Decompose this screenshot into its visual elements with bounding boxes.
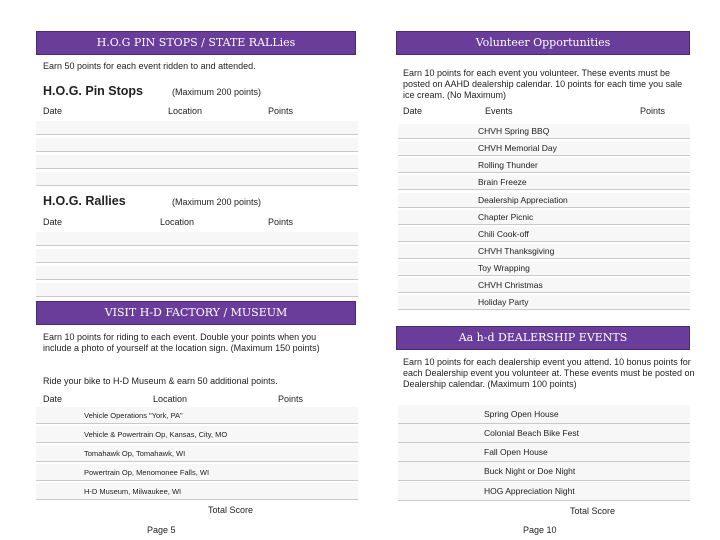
dealership-header: Aa h-d DEALERSHIP EVENTS: [396, 326, 690, 350]
volunteer-row[interactable]: [398, 210, 690, 225]
volunteer-row[interactable]: [398, 175, 690, 190]
dealership-intro: Earn 10 points for each dealership event you attend. 10 bonus points for each Dealership event you volunteer at. These events must be posted on Dealership calendar. (Maximum 100 points): [403, 357, 695, 389]
rally-row[interactable]: [36, 232, 358, 246]
volunteer-row[interactable]: [398, 295, 690, 310]
pin-row[interactable]: [36, 155, 358, 169]
factory-row-label: Powertrain Op, Menomonee Falls, WI: [84, 468, 210, 477]
dealer-event-row[interactable]: [398, 443, 690, 462]
total-score-label: Total Score: [570, 506, 616, 516]
col-points: Points: [268, 217, 294, 227]
event-label: Dealership Appreciation: [478, 195, 568, 205]
dealer-event-label: Fall Open House: [484, 447, 548, 457]
rally-row[interactable]: [36, 266, 358, 280]
factory-row[interactable]: [36, 407, 358, 424]
dealer-event-label: HOG Appreciation Night: [484, 486, 575, 496]
pin-row[interactable]: [36, 121, 358, 135]
dealer-event-label: Colonial Beach Bike Fest: [484, 428, 579, 438]
page-number: Page 5: [147, 525, 176, 535]
volunteer-row[interactable]: [398, 124, 690, 139]
pin-stops-intro: Earn 50 points for each event ridden to and attended.: [43, 61, 256, 71]
col-location: Location: [168, 106, 203, 116]
volunteer-row[interactable]: [398, 244, 690, 259]
total-score-label: Total Score: [208, 505, 254, 515]
factory-row[interactable]: [36, 426, 358, 443]
factory-header: VISIT H-D FACTORY / MUSEUM: [36, 301, 356, 325]
event-label: CHVH Spring BBQ: [478, 126, 550, 136]
pin-stops-header: H.O.G PIN STOPS / STATE RALLies: [36, 31, 356, 55]
volunteer-intro: Earn 10 points for each event you volunteer. These events must be posted on AAHD dealership calendar. 10 points for each time you sale ice cream. (No Maximum): [403, 68, 683, 100]
pin-stops-max: (Maximum 200 points): [172, 87, 262, 97]
col-date: Date: [43, 217, 63, 227]
dealer-event-row[interactable]: [398, 482, 690, 501]
col-date: Date: [43, 394, 63, 404]
rally-row[interactable]: [36, 249, 358, 263]
col-location: Location: [153, 394, 188, 404]
volunteer-row[interactable]: [398, 158, 690, 173]
factory-row-label: Vehicle Operations "York, PA": [84, 411, 183, 420]
volunteer-row[interactable]: [398, 227, 690, 242]
factory-row-label: H-D Museum, Milwaukee, WI: [84, 487, 182, 496]
volunteer-row[interactable]: [398, 193, 690, 208]
event-label: Rolling Thunder: [478, 160, 538, 170]
dealer-event-label: Buck Night or Doe Night: [484, 466, 576, 476]
rallies-title: H.O.G. Rallies: [43, 194, 126, 208]
pin-row[interactable]: [36, 172, 358, 186]
col-points: Points: [268, 106, 294, 116]
factory-row[interactable]: [36, 445, 358, 462]
factory-intro: Earn 10 points for riding to each event. Double your points when you include a photo of yourself at the location sign. (Maximum 150 points): [43, 332, 320, 353]
col-date: Date: [403, 106, 423, 116]
dealer-event-row[interactable]: [398, 424, 690, 443]
museum-bonus: Ride your bike to H-D Museum & earn 50 additional points.: [43, 376, 278, 386]
dealer-event-row[interactable]: [398, 462, 690, 481]
col-points: Points: [640, 106, 666, 116]
dealer-event-row[interactable]: [398, 405, 690, 424]
event-label: CHVH Christmas: [478, 280, 543, 290]
col-events: Events: [485, 106, 513, 116]
col-points: Points: [278, 394, 304, 404]
volunteer-header: Volunteer Opportunities: [396, 31, 690, 55]
event-label: Chili Cook-off: [478, 229, 529, 239]
event-label: Holiday Party: [478, 297, 529, 307]
event-label: CHVH Thanksgiving: [478, 246, 555, 256]
event-label: Brain Freeze: [478, 177, 527, 187]
col-date: Date: [43, 106, 63, 116]
volunteer-row[interactable]: [398, 261, 690, 276]
dealer-event-label: Spring Open House: [484, 409, 559, 419]
volunteer-row[interactable]: [398, 278, 690, 293]
page-number: Page 10: [523, 525, 557, 535]
factory-row[interactable]: [36, 464, 358, 481]
event-label: CHVH Memorial Day: [478, 143, 557, 153]
pin-stops-title: H.O.G. Pin Stops: [43, 84, 144, 98]
rallies-max: (Maximum 200 points): [172, 197, 262, 207]
col-location: Location: [160, 217, 195, 227]
pin-row[interactable]: [36, 138, 358, 152]
event-label: Chapter Picnic: [478, 212, 534, 222]
factory-row[interactable]: [36, 483, 358, 500]
rally-row[interactable]: [36, 283, 358, 297]
event-label: Toy Wrapping: [478, 263, 530, 273]
factory-row-label: Vehicle & Powertrain Op, Kansas, City, MO: [84, 430, 228, 439]
volunteer-row[interactable]: [398, 141, 690, 156]
factory-row-label: Tomahawk Op, Tomahawk, WI: [84, 449, 186, 458]
